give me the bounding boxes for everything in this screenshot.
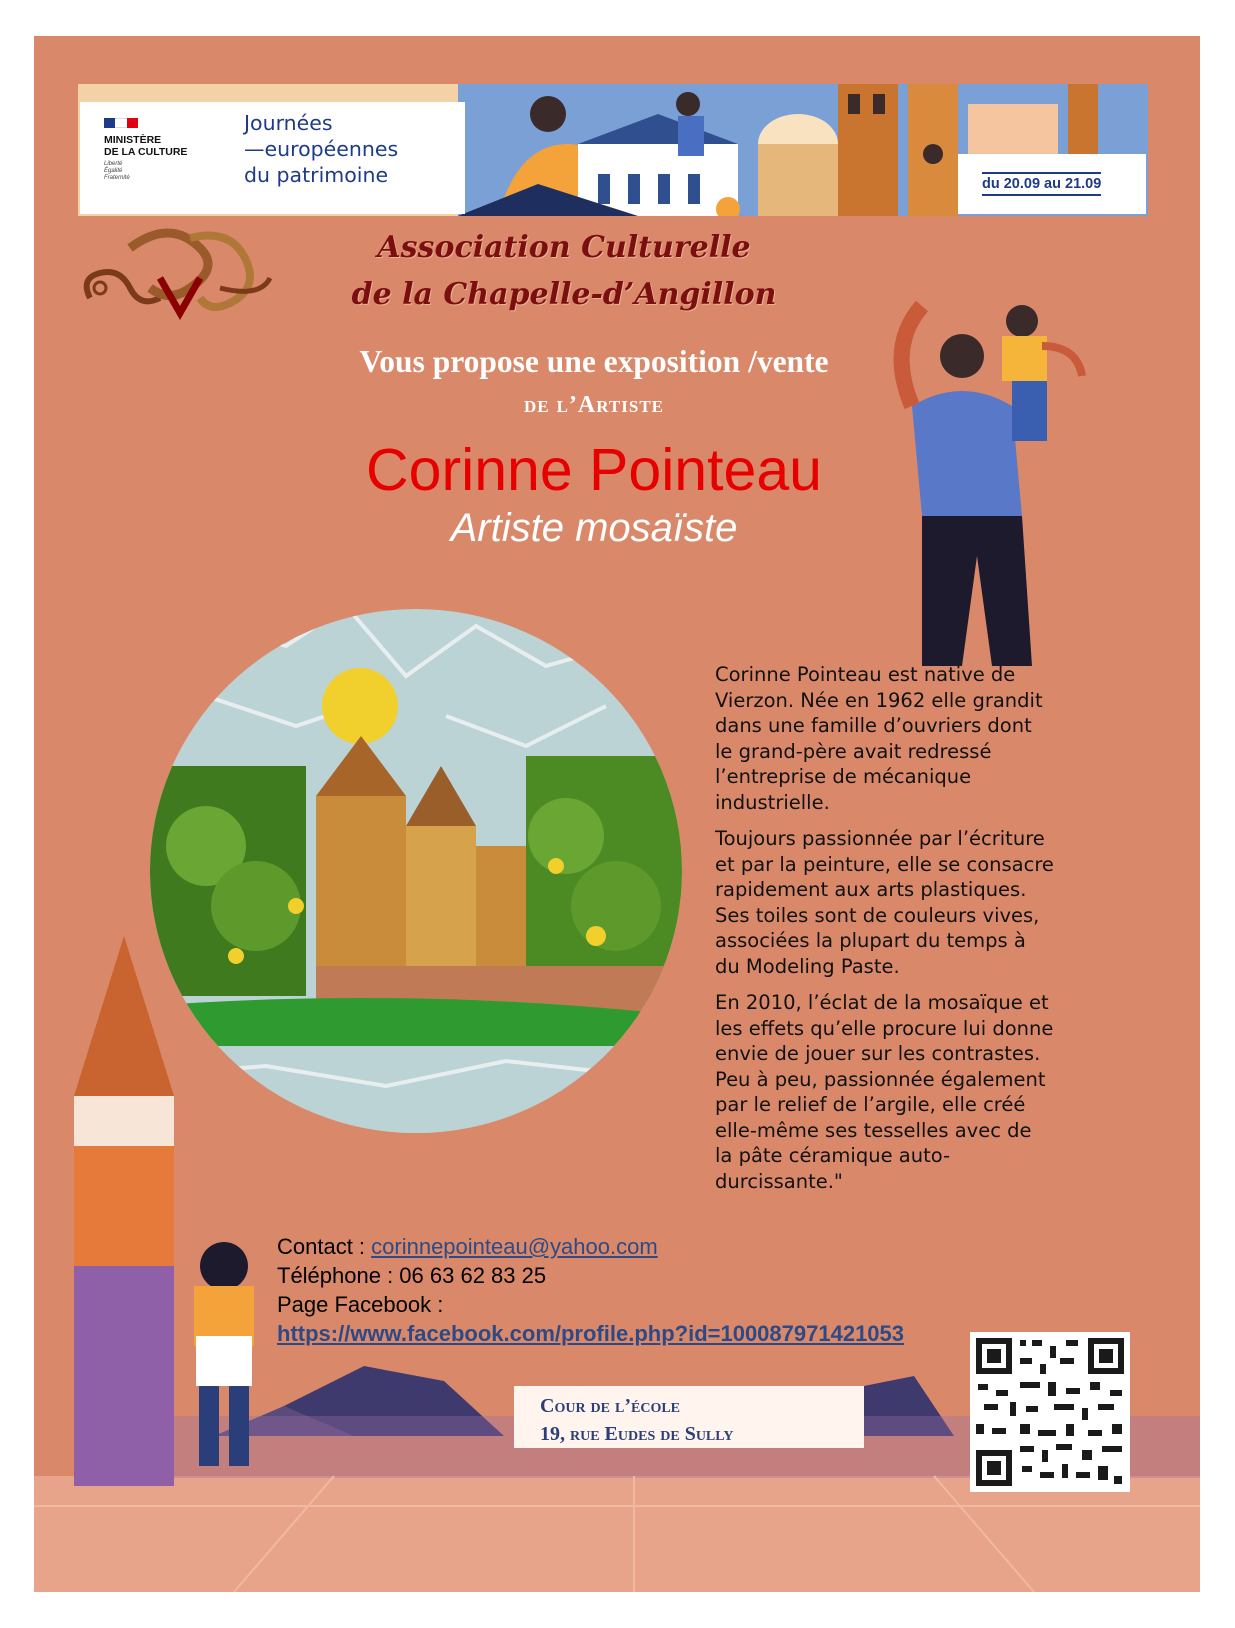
address-line-1: Cour de l’école xyxy=(540,1395,681,1417)
ministry-logo xyxy=(104,118,214,182)
phone-line: Téléphone : 06 63 62 83 25 xyxy=(277,1263,547,1288)
event-title: Journées —européennes du patrimoine xyxy=(244,111,399,187)
email-link[interactable]: corinnepointeau@yahoo.com xyxy=(371,1234,658,1259)
artist-kicker: de l’Artiste xyxy=(523,392,665,418)
event-banner xyxy=(78,84,1148,216)
exhibition-intro: Vous propose une exposition /vente xyxy=(359,344,829,379)
artist-biography xyxy=(715,662,1055,1205)
bio-paragraph: Corinne Pointeau est native de Vierzon. Née en 1962 elle grandit dans une famille d’ouvriers dont le grand-père avait redressé l’entreprise de mécanique industrielle. xyxy=(715,663,1043,814)
bio-paragraph: En 2010, l’éclat de la mosaïque et les effets qu’elle procure lui donne envie de jouer sur les contrastes. Peu à peu, passionnée également par le relief de l’argile, elle créé elle-même ses tesselles avec de la pâte céramique auto-durcissante." xyxy=(715,991,1054,1193)
association-logo xyxy=(70,218,280,328)
qr-code[interactable] xyxy=(970,1332,1130,1492)
bio-paragraph: Toujours passionnée par l’écriture et par la peinture, elle se consacre rapidement aux arts plastiques. Ses toiles sont de couleurs vives, associées la plupart du temps à du Modeling Paste. xyxy=(715,827,1054,978)
ministry-name: MINISTÈRE DE LA CULTURE xyxy=(104,134,188,158)
address-banner xyxy=(514,1386,864,1448)
french-flag-icon xyxy=(104,118,138,128)
address xyxy=(540,1392,733,1448)
artist-role: Artiste mosaïste xyxy=(450,506,738,550)
ministry-motto: Liberté Égalité Fraternité xyxy=(104,161,130,181)
banner-logo-panel xyxy=(80,102,465,214)
facebook-label: Page Facebook : xyxy=(277,1292,444,1317)
mosaic-artwork xyxy=(146,606,686,1136)
event-dates: du 20.09 au 21.09 xyxy=(982,172,1101,196)
dates-panel xyxy=(958,154,1146,214)
poster xyxy=(34,36,1200,1592)
facebook-link[interactable]: https://www.facebook.com/profile.php?id=100087971421053 xyxy=(277,1321,905,1346)
contact-block xyxy=(277,1232,904,1348)
association-name: Association Culturelle de la Chapelle-d’Angillon xyxy=(351,230,777,312)
address-line-2: 19, rue Eudes de Sully xyxy=(540,1423,734,1445)
father-child-illustration xyxy=(892,286,1092,666)
artist-name: Corinne Pointeau xyxy=(366,437,822,503)
contact-email-line xyxy=(277,1232,904,1261)
contact-label: Contact : xyxy=(277,1234,372,1259)
